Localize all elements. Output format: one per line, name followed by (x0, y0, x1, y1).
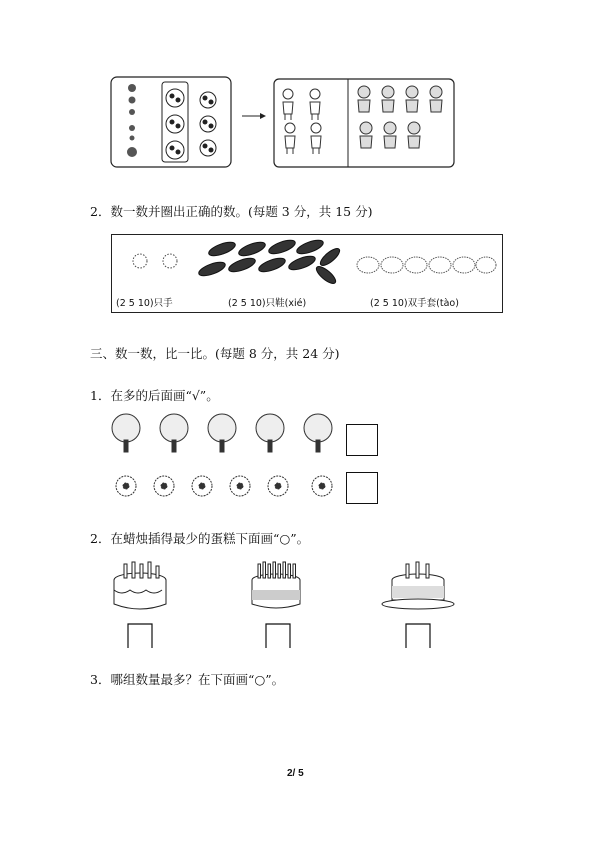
cake-icon (382, 562, 454, 609)
tree-icon (304, 414, 332, 452)
trees-row (110, 412, 340, 456)
option-shoes (228, 295, 306, 309)
answer-brackets (128, 624, 430, 648)
option-numbers[interactable]: (2 5 10) (116, 298, 154, 309)
flower-icon (312, 476, 332, 496)
flowers-row (110, 468, 340, 504)
cake-icon (252, 562, 300, 608)
option-label: 只手 (153, 298, 173, 309)
flower-icon (154, 476, 174, 496)
option-numbers[interactable]: (2 5 10) (370, 298, 408, 309)
flower-icon (230, 476, 250, 496)
section-3-question-1: 1．在多的后面画“√”。 (90, 388, 219, 403)
option-hands (116, 295, 173, 309)
counting-frame (111, 234, 503, 313)
question-2-heading: 2．数一数并圈出正确的数。(每题 3 分，共 15 分) (90, 204, 373, 219)
section-3-question-2: 2．在蜡烛插得最少的蛋糕下面画“○”。 (90, 531, 310, 546)
cake-icon (114, 562, 166, 609)
tree-icon (112, 414, 140, 452)
grouping-figure (110, 76, 455, 170)
shoes-icon (197, 238, 342, 287)
option-gloves (370, 295, 459, 309)
answer-box-trees[interactable] (346, 424, 378, 456)
answer-box-flowers[interactable] (346, 472, 378, 504)
flower-icon (116, 476, 136, 496)
hands-icon (133, 254, 177, 268)
option-label: 只鞋(xié) (265, 298, 307, 309)
cakes-row (100, 558, 470, 652)
flower-icon (192, 476, 212, 496)
section-3-heading: 三、数一数，比一比。(每题 8 分，共 24 分) (90, 346, 340, 361)
option-numbers[interactable]: (2 5 10) (228, 298, 266, 309)
flower-icon (268, 476, 288, 496)
counting-pictures (112, 235, 502, 295)
tree-icon (160, 414, 188, 452)
option-label: 双手套(tào) (407, 298, 459, 309)
gloves-icon (357, 257, 496, 273)
section-3-question-3: 3．哪组数量最多？在下面画“○”。 (90, 672, 285, 687)
tree-icon (256, 414, 284, 452)
page-number: 2/ 5 (287, 768, 304, 779)
tree-icon (208, 414, 236, 452)
